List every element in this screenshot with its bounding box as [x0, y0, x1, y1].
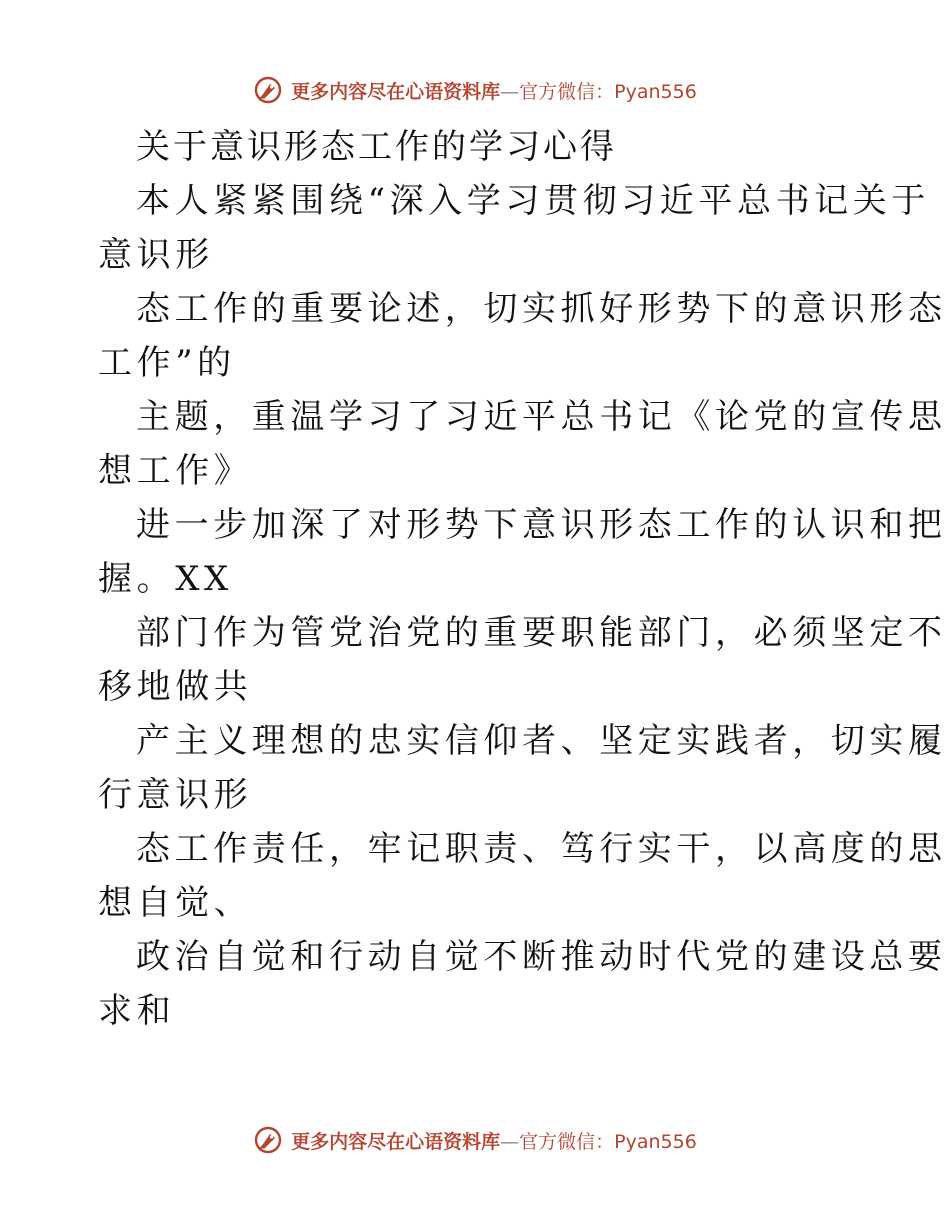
paragraph-line: 态工作的重要论述，切实抓好形势下的意识形态: [136, 289, 947, 329]
footer-watermark: [0, 1120, 950, 1160]
paragraph-line: 行意识形: [98, 775, 253, 815]
paragraph-line: 主题，重温学习了习近平总书记《论党的宣传思: [136, 397, 947, 437]
watermark-separator: —: [500, 80, 520, 103]
watermark-brand: 更多内容尽在心语资料库: [291, 1130, 501, 1153]
watermark-contact: 官方微信：Pyan556: [519, 1130, 697, 1153]
paragraph-line: 意识形: [98, 235, 214, 275]
paragraph-line: 移地做共: [98, 667, 253, 707]
paragraph-line: 求和: [98, 991, 176, 1031]
paragraph-line: 工作”的: [98, 343, 236, 383]
watermark-text: [291, 1127, 697, 1154]
watermark-text: [291, 77, 697, 104]
paragraph-line: 政治自觉和行动自觉不断推动时代党的建设总要: [136, 937, 947, 977]
pen-nib-logo-icon: [253, 75, 283, 105]
header-watermark: [0, 70, 950, 110]
paragraph-line: 产主义理想的忠实信仰者、坚定实践者，切实履: [136, 721, 947, 761]
document-lines: [98, 174, 947, 1038]
paragraph-line: 态工作责任，牢记职责、笃行实干，以高度的思: [136, 829, 947, 869]
watermark-separator: —: [500, 1130, 520, 1153]
watermark-contact: 官方微信：Pyan556: [519, 80, 697, 103]
paragraph-line: 握。XX: [98, 559, 233, 599]
document-title: 关于意识形态工作的学习心得: [136, 127, 617, 167]
pen-nib-logo-icon: [253, 1125, 283, 1155]
paragraph-line: 部门作为管党治党的重要职能部门，必须坚定不: [136, 613, 947, 653]
paragraph-line: 本人紧紧围绕“深入学习贯彻习近平总书记关于: [136, 181, 930, 221]
document-body: [98, 120, 947, 1038]
paragraph-line: 想自觉、: [98, 883, 253, 923]
paragraph-line: 想工作》: [98, 451, 253, 491]
paragraph-line: 进一步加深了对形势下意识形态工作的认识和把: [136, 505, 947, 545]
watermark-brand: 更多内容尽在心语资料库: [291, 80, 501, 103]
